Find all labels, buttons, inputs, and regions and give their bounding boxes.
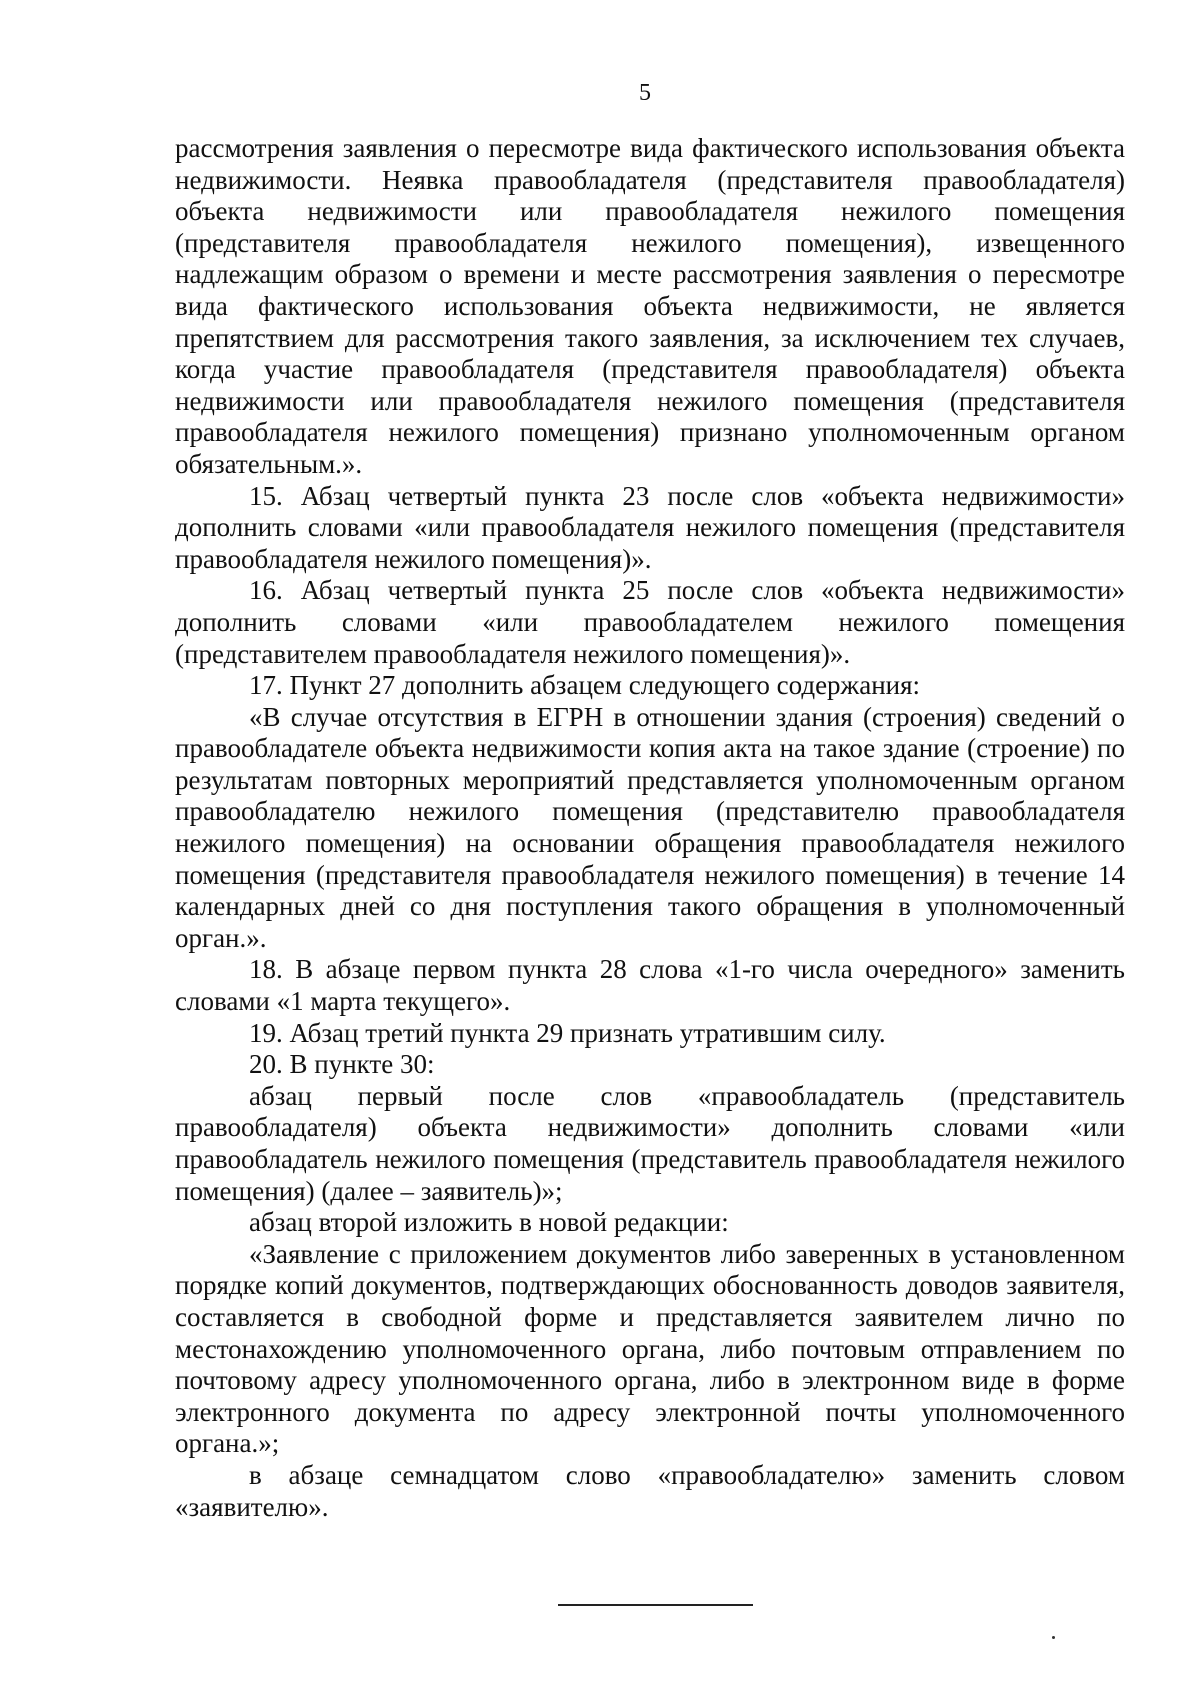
paragraph-item-16: 16. Абзац четвертый пункта 25 после слов «объекта недвижимости» дополнить словами «или правообладателем нежилого помещения (представителем правообладателя нежилого помещения)». — [175, 575, 1125, 669]
paragraph-item-20-first: абзац первый после слов «правообладатель (представитель правообладателя) объекта недвижимости» дополнить словами «или правообладатель нежилого помещения (представитель правообладателя нежилого помещения) (далее – заявитель)»; — [175, 1080, 1125, 1206]
document-body — [175, 133, 1125, 1523]
paragraph-item-20: 20. В пункте 30: — [249, 1049, 435, 1080]
paragraph-item-17-quote: «В случае отсутствия в ЕГРН в отношении здания (строения) сведений о правообладателе объекта недвижимости копия акта на такое здание (строение) по результатам повторных мероприятий представляется уполномоченным органом правообладателю нежилого помещения (представителю правообладателя нежилого помещения) на основании обращения правообладателя нежилого помещения (представителя правообладателя нежилого помещения) в течение 14 календарных дней со дня поступления такого обращения в уполномоченный орган.». — [175, 701, 1125, 953]
paragraph-item-19: 19. Абзац третий пункта 29 признать утратившим силу. — [249, 1017, 886, 1048]
paragraph-item-15: 15. Абзац четвертый пункта 23 после слов «объекта недвижимости» дополнить словами «или правообладателя нежилого помещения (представителя правообладателя нежилого помещения)». — [175, 480, 1125, 574]
paragraph-item-18: 18. В абзаце первом пункта 28 слова «1-го числа очередного» заменить словами «1 марта текущего». — [175, 954, 1125, 1017]
paragraph-item-20-seventeenth: в абзаце семнадцатом слово «правообладателю» заменить словом «заявителю». — [175, 1459, 1125, 1522]
paragraph-item-20-quote: «Заявление с приложением документов либо заверенных в установленном порядке копий документов, подтверждающих обоснованность доводов заявителя, составляется в свободной форме и представляется заявителем лично по местонахождению уполномоченного органа, либо почтовым отправлением по почтовому адресу уполномоченного органа, либо в электронном виде в форме электронного документа по адресу электронной почты уполномоченного органа.»; — [175, 1238, 1125, 1459]
paragraph-item-20-second: абзац второй изложить в новой редакции: — [249, 1207, 729, 1238]
closing-divider — [558, 1604, 753, 1606]
paragraph-continuation: рассмотрения заявления о пересмотре вида фактического использования объекта недвижимости. Неявка правообладателя (представителя правообладателя) объекта недвижимости или правообладателя нежилого помещения (представителя правообладателя нежилого помещения), извещенного надлежащим образом о времени и месте рассмотрения заявления о пересмотре вида фактического использования объекта недвижимости, не является препятствием для рассмотрения такого заявления, за исключением тех случаев, когда участие правообладателя (представителя правообладателя) объекта недвижимости или правообладателя нежилого помещения (представителя правообладателя нежилого помещения) признано уполномоченным органом обязательным.». — [175, 133, 1125, 479]
scan-speck — [1052, 1636, 1055, 1639]
paragraph-item-17: 17. Пункт 27 дополнить абзацем следующего содержания: — [249, 670, 921, 701]
page-number: 5 — [639, 80, 651, 106]
